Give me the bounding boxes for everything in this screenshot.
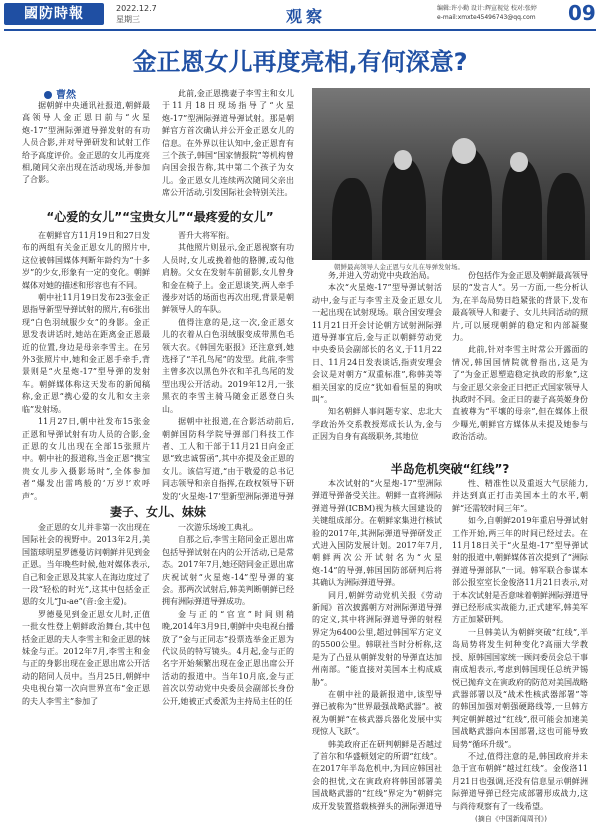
paragraph: 一旦韩美认为朝鲜突破“红线”,半岛局势将发生何种变化?高丽大学教授、原韩国国家统一顾问委员会总干事南成旭表示,考虑到韩国现任总统尹锡悦已抛弃文在寅政府的防范对美国战略武器部署以及“战术性核武器部署”等的韩国加强对朝强硬路线等,一旦韩方判定朝鲜越过“红线”,很可能会加速美国战略武器向本国部署,这也可能导致局势“循环升级”。 <box>452 627 588 749</box>
subheading-1: “心爱的女儿”“宝贵女儿”“最疼爱的女儿” <box>46 210 274 224</box>
issue-date: 2022.12.7 <box>116 4 157 13</box>
paragraph: 如今,自朝鲜2019年重启导弹试射工作开始,两三年的时间已经过去。在11月18日关于“火星炮-17”型导弹试射的报道中,朝鲜媒体首次提到了“洲际弹道导弹部队”一词。韩军联合参谋本部公报室室长金俊洛11月21日表示,对于本次试射是否意味着朝鲜洲际弹道导弹已经形成实战能力,正式建军,韩美军方正加紧研判。 <box>452 516 588 625</box>
paragraph: 性、精准性以及重返大气层能力,并达到真正打击美国本土的水平,朝鲜“还需较时间三年”。 <box>452 479 588 513</box>
masthead-divider <box>4 29 596 31</box>
newspaper-logo: 國防時報 <box>4 3 104 25</box>
subheading-2: 妻子、女儿、妹妹 <box>109 505 206 519</box>
author-name: 曹然 <box>56 90 76 101</box>
credits-line-2: e-mail:xmxte45496743@qq.com <box>437 14 536 21</box>
article-column-8 <box>162 522 294 812</box>
article-column-7 <box>22 522 150 812</box>
paragraph: 自那之后,李雪主陪同金正恩出席包括导弹试射在内的公开活动,已是常态。2017年7月,她还陪同金正恩出席庆祝试射“火星炮-14”型导弹的宴会。那两次试射后,韩美判断朝鲜已经拥有洲际弹道导弹成功。 <box>162 535 294 607</box>
issue-date-block <box>116 3 157 25</box>
article-column-1 <box>22 100 150 200</box>
editor-credits <box>437 4 567 22</box>
subheading-3: 半岛危机突破“红线”? <box>390 462 510 476</box>
photo-caption: 朝鲜最高领导人金正恩与女儿在导弹发射场。 <box>334 263 464 271</box>
article-column-9 <box>312 478 442 812</box>
article-column-2 <box>162 88 294 200</box>
news-photo <box>312 88 590 260</box>
paragraph: 此前,针对李雪主时常公开露面的情况,韩国国情院就曾指出,这是为了“为金正恩塑造稳定执政的形象”,这与金正恩父亲金正日把正式国家领导人执政时不同。金正日的妻子高英姬身份直被尊为“平壤的母亲”,但在媒体上很少曝光,朝鲜官方媒体从未提及她参与政治活动。 <box>452 345 588 442</box>
article-column-5 <box>312 270 442 458</box>
paragraph: 一次游乐场竣工典礼。 <box>178 523 258 532</box>
paragraph: 金正恩的女儿并非第一次出现在国际社会的视野中。2013年2月,美国篮球明星罗德曼访问朝鲜并见到金正恩。当年晚些时候,他对媒体表示,自己和金正恩及其家人在海边度过了一段“轻松的时光”,这其中包括金正恩的女儿“Ju-ae”(音:金主爱)。 <box>22 523 150 607</box>
paragraph: 份包括作为金正恩及朝鲜最高领导层的“发言人”。另一方面,一些分析认为,在半岛局势日趋紧张的背景下,发布最高领导人和妻子、女儿共同活动的照片,可以展现朝鲜的稳定和内部凝聚力。 <box>452 271 588 343</box>
paragraph: 本次“火星炮-17”型导弹试射活动中,金与正与李雪主及金正恩女儿一起出现在试射现场。联合国安理会11月21日开会讨论朝方试射洲际弹道导弹事宜后,金与正以朝鲜劳动党中央委员会副部长的名义,于11月22日、11月24日发表谈话,指责安理会会议是对朝方“双重标准”,称韩美等相关国家的反应“犹如看恒星的狗吠叫”。 <box>312 283 442 405</box>
paragraph: 11月27日,朝中社发布15张金正恩和导弹试射有功人员的合影,金正恩的女儿出现在全部15张照片中。朝中社的报道称,当金正恩“携宝贵女儿步入摄影场时”,全体参加者“爆发出雷鸣般的‘万岁!’欢呼声”。 <box>22 417 150 500</box>
paragraph: 据朝鲜中央通讯社报道,朝鲜最高领导人金正恩日前与“火星炮-17”型洲际弹道导弹发射的有功人员合影,并对导弹研发和试射工作给予高度评价。金正恩的女儿再度亮相,随同父亲出现在活动现场,并参加了合影。 <box>22 101 150 185</box>
paragraph: 罗德曼见到金正恩女儿时,正值一批女性登上朝鲜政治舞台,其中包括金正恩的夫人李雪主和金正恩的妹妹金与正。2012年7月,李雪主和金与正的身影出现在金正恩出席公开活动的陪同人员中。当月25日,朝鲜中央电视台第一次向世界宣布“金正恩的夫人李雪主”参加了 <box>22 609 150 706</box>
paragraph: 晋升大将军衔。 <box>178 231 234 240</box>
paragraph: 值得注意的是,这一次,金正恩女儿的衣着从白色羽绒服变成带黑色毛领大衣。《韩国先驱报》还注意到,她选择了“羊孔鸟尾”的发型。此前,李雪主曾多次以黑色外衣和羊孔鸟尾的发型出现公开活动。2019年12月,一张黑衣的李雪主骑马随金正恩登白头山。 <box>162 317 294 414</box>
paragraph: 知名朝鲜人事问题专家、忠北大学政治外交系教授郑成长认为,金与正因为自身有高级职务,其地位 <box>312 407 442 442</box>
paragraph: 金与正的“官宣”时间则稍晚,2014年3月9日,朝鲜中央电视台播放了“金与正同志”投票选举金正恩为代议员的特写镜头。4月起,金与正的名字开始频繁出现在金正恩出席公开活动的报道中。当年10月底,金与正首次以劳动党中央委员会副部长身份公开,她被正式委派为主持局主任的任 <box>162 609 294 706</box>
author-byline <box>44 86 76 101</box>
page-number: 09 <box>568 1 596 25</box>
section-title: 观察 <box>286 7 327 26</box>
article-column-6 <box>452 270 588 458</box>
article-column-4 <box>162 230 294 500</box>
credits-line-1: 编辑:许小勤 设计:辉宣视觉 校对:张婷 <box>437 5 537 12</box>
issue-weekday: 星期三 <box>116 15 140 24</box>
paragraph: 据朝中社报道,在合影活动前后,朝鲜国防科学院导弹部门科技工作者、工人和干部于11月21日向金正恩“致忠诚誓函”,其中亦提及金正恩的女儿。该信写道,“由于敬爱的总书记同志领导和亲自指挥,在政权领导下研发的‘火星炮-17’型新型洲际弹道导弹 <box>162 417 294 500</box>
paragraph: 其他照片则显示,金正恩视察有功人员时,女儿或挽着他的胳膊,或勾他肩膀。父女在发射车前留影,女儿曾身和金在椅子上。金正恩谈笑,两人牵手漫步对话的场面也再次出现,背景是朝鲜领导人的车队。 <box>162 243 294 315</box>
byline-dot-icon <box>44 91 52 99</box>
masthead <box>0 0 600 30</box>
paragraph: 此前,金正恩携妻子李雪主和女儿于11月18日现场指导了“火星炮-17”型洲际弹道导弹试射。那是朝鲜官方首次确认并公开金正恩女儿的信息。在外界以往认知中,金正恩育有三个孩子,韩国“国家情报院”等机构曾向国会报告称,其中第二个孩子为女儿。金正恩女儿连续两次随同父亲出席公开活动,引发国际社会特别关注。 <box>162 89 294 198</box>
paragraph: 在朝中社的最新报道中,该型导弹已被称为“世界最强战略武器”。被视为朝鲜“在核武器兵器化发展中实现惊人飞跃”。 <box>312 689 442 737</box>
headline: 金正恩女儿再度亮相,有何深意? <box>132 48 468 76</box>
paragraph: 在朝鲜官方11月19日和27日发布的两组有关金正恩女儿的照片中,这位被韩国媒体判断年龄约为“十多岁”的少女,形象有一定的变化。朝鲜媒体对她的描述和形容也有不同。 <box>22 231 150 290</box>
paragraph: 朝中社11月19日发布23张金正恩指导新型导弹试射的照片,有6张出现“白色羽绒服少女”的身影。金正恩发表讲话时,她站在距离金正恩最近的位置,身边是母亲李雪主。在另外3张照片中,她和金正恩手牵手,背景则是“火星炮-17”型导弹的发射车。朝鲜媒体称这天发布的新闻稿称,金正恩“携心爱的女儿和女主亲临”发射场。 <box>22 293 150 414</box>
article-column-10 <box>452 478 588 812</box>
paragraph: 不过,值得注意的是,韩国政府并未急于宣布朝鲜“越过红线”。金俊洛11月21日也强调,还没有信息显示朝鲜洲际弹道导弹已经完成部署形成战力,这与尚待观察有了一线希望。 <box>452 751 588 811</box>
paragraph: 本次试射的“火星炮-17”型洲际弹道导弹备受关注。朝鲜一直将洲际弹道导弹(ICBM)视为核大国建设的关键组成部分。在朝鲜家集进行核试验的2017年,其洲际弹道导弹研发正式进入国防发展计划。2017年7月,朝鲜两次公开试射名为“火星炮-14”的导弹,韩国国防部研判后将其确认为洲际弹道导弹。 <box>312 479 442 588</box>
paragraph: 韩美政府正在研判朝鲜是否越过了首尔和华盛顿划定的所谓“红线”。在2017年半岛危机中,为回应韩国社会的担忧,文在寅政府将韩国部署美国战略武器的“红线”界定为“朝鲜完成开发装置搭载核弹头的洲际弹道导 <box>312 739 442 811</box>
paragraph: 同月,朝鲜劳动党机关报《劳动新闻》首次披露朝方对洲际弹道导弹的定义,其中将洲际弹道导弹的射程界定为6400公里,超过韩国军方定义的5500公里。韩联社当时分析称,这是为了凸显从朝鲜发射的导弹直达加州南部。“能直接对美国本土构成威胁”。 <box>312 590 442 687</box>
article-column-3 <box>22 230 150 500</box>
paragraph: 务,并进入劳动党中央政治局。 <box>328 271 435 280</box>
source-note: (摘自《中国新闻周刊》) <box>475 815 547 823</box>
